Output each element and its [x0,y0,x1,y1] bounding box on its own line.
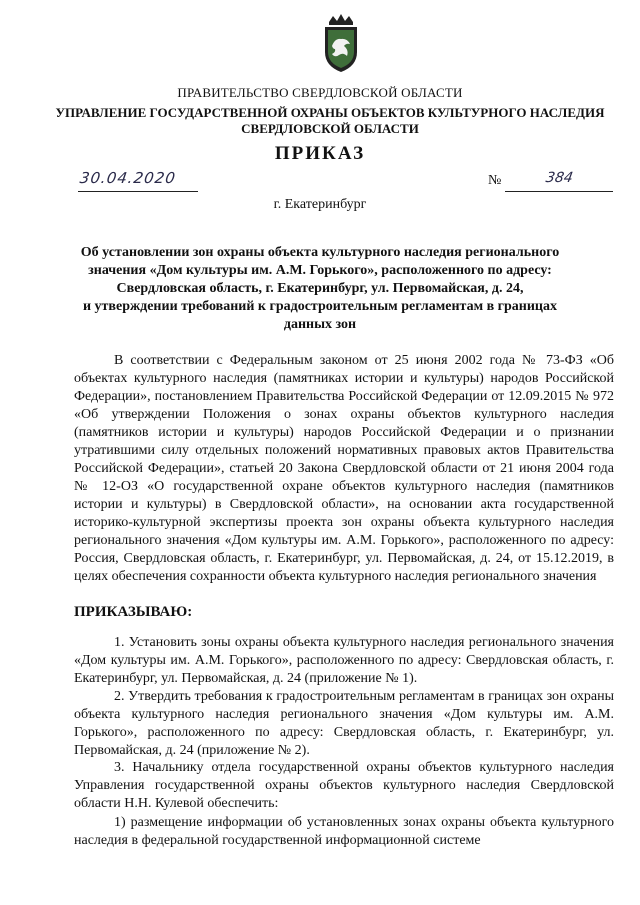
department-line-2: СВЕРДЛОВСКОЙ ОБЛАСТИ [241,121,419,136]
date-handwritten: 30.04.2020 [78,169,178,187]
date-field [78,169,198,192]
item-3-1-paragraph: 1) размещение информации об установленных зонах охраны объекта культурного наследия в федеральной государственной информационной системе [74,815,614,848]
order-subject [60,244,580,334]
item-1-paragraph: 1. Установить зоны охраны объекта культурного наследия регионального значения «Дом культуры им. А.М. Горького», расположенного по адресу: Свердловская область, г. Екатеринбург, ул. Первомайская, д. 24 (приложение № 1). [74,635,614,686]
government-name: ПРАВИТЕЛЬСТВО СВЕРДЛОВСКОЙ ОБЛАСТИ [177,85,463,100]
department-line-1: УПРАВЛЕНИЕ ГОСУДАРСТВЕННОЙ ОХРАНЫ ОБЪЕКТОВ КУЛЬТУРНОГО НАСЛЕДИЯ [55,105,605,120]
subject-line-5: данных зон [283,317,357,332]
number-field [505,169,613,192]
coat-of-arms-icon [319,12,363,76]
command-heading: ПРИКАЗЫВАЮ: [74,604,193,620]
preamble-paragraph: В соответствии с Федеральным законом от 25 июня 2002 года № 73-ФЗ «Об объектах культурного наследия (памятниках истории и культуры) народов Российской Федерации», постановлением Правительства Российской Федерации от 12.09.2015 № 972 «Об утверждении Положения о зонах охраны объектов культурного наследия (памятников истории и культуры) народов Российской Федерации и о признании утратившими силу отдельных положений нормативных правовых актов Правительства Российской Федерации», статьей 20 Закона Свердловской области от 21 июня 2004 года № 12-ОЗ «О государственной охране объектов культурного наследия (памятников истории и культуры) в Свердловской области», на основании акта государственной историко-культурной экспертизы проекта зон охраны объекта культурного наследия регионального значения «Дом культуры им. А.М. Горького», расположенного по адресу: Россия, Свердловская область, г. Екатеринбург, ул. Первомайская, д. 24, от 15.12.2019, в целях обеспечения сохранности объекта культурного наследия регионального значения [74,353,614,584]
subject-line-3: Свердловская область, г. Екатеринбург, ул. Первомайская, д. 24, [116,281,524,296]
subject-line-1: Об установлении зон охраны объекта культурного наследия регионального [80,245,560,260]
city: г. Екатеринбург [273,197,367,212]
document-title: ПРИКАЗ [274,143,366,164]
subject-line-4: и утверждении требований к градостроительным регламентам в границах [82,299,558,314]
number-handwritten: 384 [544,170,574,186]
subject-line-2: значения «Дом культуры им. А.М. Горького», расположенного по адресу: [88,263,552,278]
item-2-paragraph: 2. Утвердить требования к градостроительным регламентам в границах зон охраны объекта культурного наследия регионального значения «Дом культуры им. А.М. Горького», расположенного по адресу: Свердловская область, г. Екатеринбург, ул. Первомайская, д. 24 (приложение № 2). [74,689,614,758]
item-3-paragraph: 3. Начальнику отдела государственной охраны объектов культурного наследия Управления государственной охраны объектов культурного наследия Свердловской области Н.Н. Кулевой обеспечить: [74,760,614,811]
number-label: № [488,173,502,188]
department-name [30,105,630,137]
